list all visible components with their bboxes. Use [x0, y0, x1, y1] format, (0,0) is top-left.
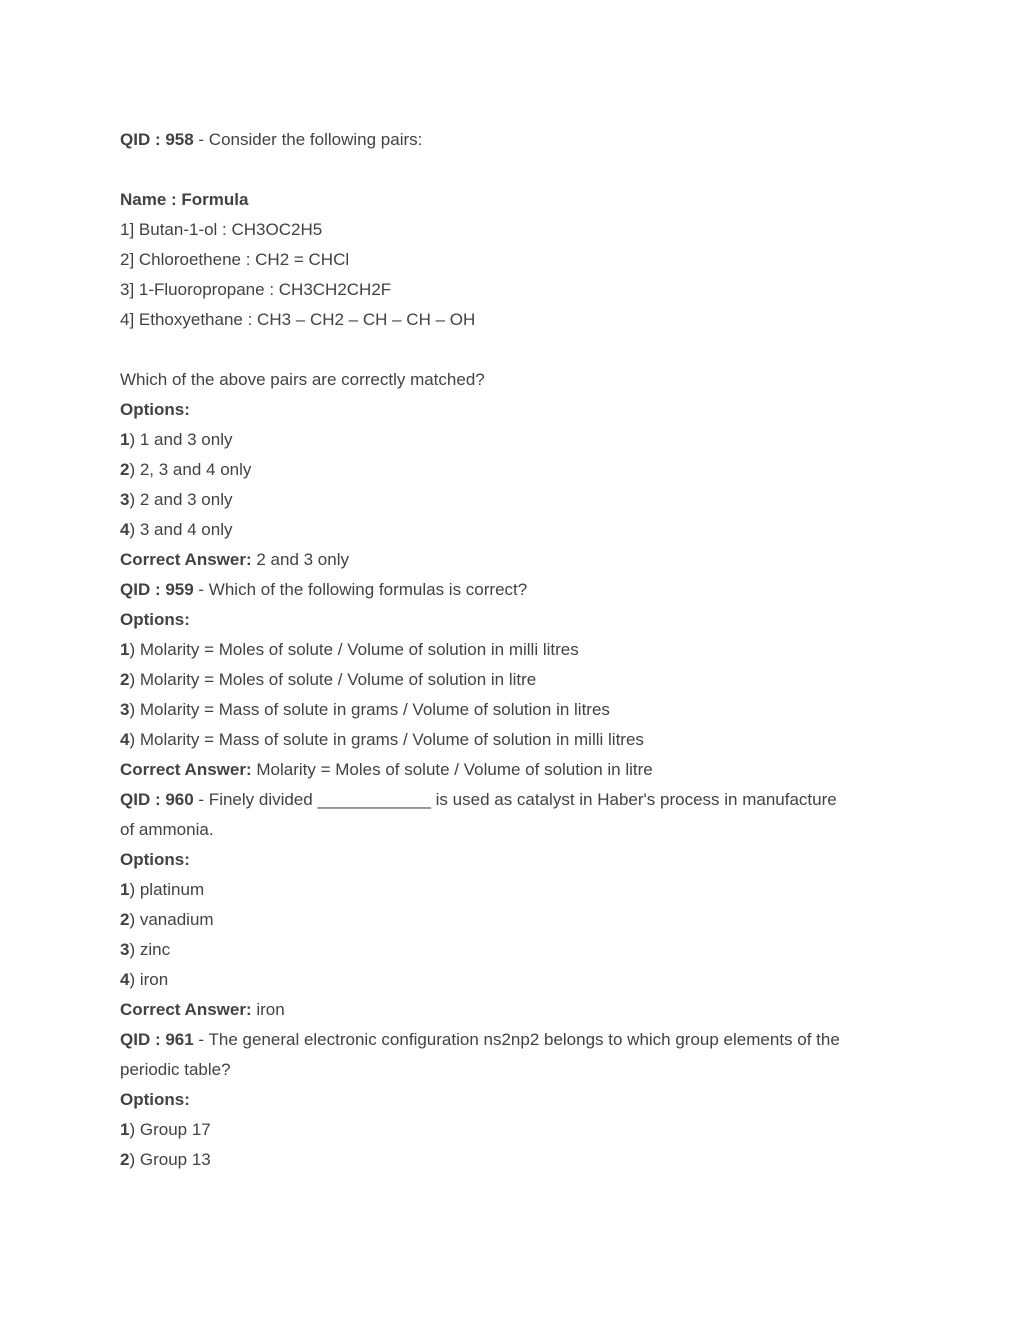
q960-option-1-segment-0: 1	[120, 880, 130, 899]
q960-heading-line-1-segment-0: QID : 960	[120, 790, 194, 809]
q961-option-2-segment-0: 2	[120, 1150, 130, 1169]
q958-pair-2	[120, 245, 906, 275]
q960-option-4	[120, 965, 906, 995]
q959-option-3-segment-0: 3	[120, 700, 130, 719]
q958-pairs-title	[120, 185, 906, 215]
q960-heading-line-2	[120, 815, 906, 845]
q958-option-2-segment-0: 2	[120, 460, 130, 479]
q960-options-label-segment-0: Options:	[120, 850, 190, 869]
q961-options-label-segment-0: Options:	[120, 1090, 190, 1109]
q959-option-4-segment-1: ) Molarity = Mass of solute in grams / Volume of solution in milli litres	[129, 730, 644, 749]
q960-heading-line-2-segment-0: of ammonia.	[120, 820, 214, 839]
q958-question-segment-0: Which of the above pairs are correctly matched?	[120, 370, 485, 389]
q959-correct-answer-segment-0: Correct Answer:	[120, 760, 252, 779]
q958-pair-3	[120, 275, 906, 305]
spacer	[120, 155, 906, 185]
q959-heading-segment-0: QID : 959	[120, 580, 194, 599]
q960-option-1	[120, 875, 906, 905]
q958-option-4-segment-0: 4	[120, 520, 130, 539]
q958-option-1-segment-0: 1	[120, 430, 130, 449]
q959-option-2-segment-1: ) Molarity = Moles of solute / Volume of solution in litre	[129, 670, 537, 689]
q961-option-1-segment-1: ) Group 17	[129, 1120, 211, 1139]
q960-heading-line-1-segment-1: - Finely divided ____________ is used as catalyst in Haber's process in manufacture	[193, 790, 837, 809]
q959-option-3-segment-1: ) Molarity = Mass of solute in grams / Volume of solution in litres	[129, 700, 610, 719]
q958-correct-answer-segment-1: 2 and 3 only	[251, 550, 349, 569]
q958-pair-2-segment-0: 2] Chloroethene : CH2 = CHCl	[120, 250, 350, 269]
q958-pair-1	[120, 215, 906, 245]
q958-option-2	[120, 455, 906, 485]
q958-correct-answer-segment-0: Correct Answer:	[120, 550, 252, 569]
q959-options-label-segment-0: Options:	[120, 610, 190, 629]
q959-heading-segment-1: - Which of the following formulas is correct?	[193, 580, 528, 599]
q961-option-2	[120, 1145, 906, 1175]
q959-options-label	[120, 605, 906, 635]
q958-options-label-segment-0: Options:	[120, 400, 190, 419]
q958-option-2-segment-1: ) 2, 3 and 4 only	[129, 460, 252, 479]
q958-heading-segment-0: QID : 958	[120, 130, 194, 149]
q961-option-1-segment-0: 1	[120, 1120, 130, 1139]
q960-correct-answer-segment-1: iron	[251, 1000, 285, 1019]
q959-option-3	[120, 695, 906, 725]
q961-heading-line-1-segment-1: - The general electronic configuration ns2np2 belongs to which group elements of the	[193, 1030, 840, 1049]
q961-option-1	[120, 1115, 906, 1145]
q958-option-3	[120, 485, 906, 515]
q959-option-4	[120, 725, 906, 755]
q958-pair-4-segment-0: 4] Ethoxyethane : CH3 – CH2 – CH – CH – OH	[120, 310, 476, 329]
q958-options-label	[120, 395, 906, 425]
q960-option-4-segment-0: 4	[120, 970, 130, 989]
q960-option-4-segment-1: ) iron	[129, 970, 169, 989]
document-content	[120, 125, 906, 1175]
q958-correct-answer	[120, 545, 906, 575]
q958-option-4	[120, 515, 906, 545]
q960-correct-answer-segment-0: Correct Answer:	[120, 1000, 252, 1019]
q961-heading-line-2-segment-0: periodic table?	[120, 1060, 231, 1079]
spacer	[120, 335, 906, 365]
q958-option-1-segment-1: ) 1 and 3 only	[129, 430, 233, 449]
q959-option-2-segment-0: 2	[120, 670, 130, 689]
q960-option-3	[120, 935, 906, 965]
q958-question	[120, 365, 906, 395]
q958-option-4-segment-1: ) 3 and 4 only	[129, 520, 233, 539]
q960-heading-line-1	[120, 785, 906, 815]
q959-option-2	[120, 665, 906, 695]
q958-pair-1-segment-0: 1] Butan-1-ol : CH3OC2H5	[120, 220, 323, 239]
q960-option-1-segment-1: ) platinum	[129, 880, 205, 899]
q961-heading-line-1-segment-0: QID : 961	[120, 1030, 194, 1049]
q959-correct-answer-segment-1: Molarity = Moles of solute / Volume of solution in litre	[251, 760, 653, 779]
q960-option-2-segment-0: 2	[120, 910, 130, 929]
q958-pairs-title-segment-0: Name : Formula	[120, 190, 249, 209]
q958-pair-3-segment-0: 3] 1-Fluoropropane : CH3CH2CH2F	[120, 280, 392, 299]
q960-option-3-segment-1: ) zinc	[129, 940, 171, 959]
q961-option-2-segment-1: ) Group 13	[129, 1150, 211, 1169]
q959-option-1-segment-1: ) Molarity = Moles of solute / Volume of solution in milli litres	[129, 640, 579, 659]
q958-option-1	[120, 425, 906, 455]
q958-option-3-segment-1: ) 2 and 3 only	[129, 490, 233, 509]
q960-option-3-segment-0: 3	[120, 940, 130, 959]
q959-option-4-segment-0: 4	[120, 730, 130, 749]
q958-pair-4	[120, 305, 906, 335]
q961-heading-line-1	[120, 1025, 906, 1055]
q960-options-label	[120, 845, 906, 875]
q960-option-2-segment-1: ) vanadium	[129, 910, 214, 929]
q959-option-1-segment-0: 1	[120, 640, 130, 659]
q960-option-2	[120, 905, 906, 935]
q958-option-3-segment-0: 3	[120, 490, 130, 509]
q958-heading	[120, 125, 906, 155]
q961-options-label	[120, 1085, 906, 1115]
q960-correct-answer	[120, 995, 906, 1025]
q959-heading	[120, 575, 906, 605]
q961-heading-line-2	[120, 1055, 906, 1085]
q959-correct-answer	[120, 755, 906, 785]
q959-option-1	[120, 635, 906, 665]
q958-heading-segment-1: - Consider the following pairs:	[193, 130, 423, 149]
